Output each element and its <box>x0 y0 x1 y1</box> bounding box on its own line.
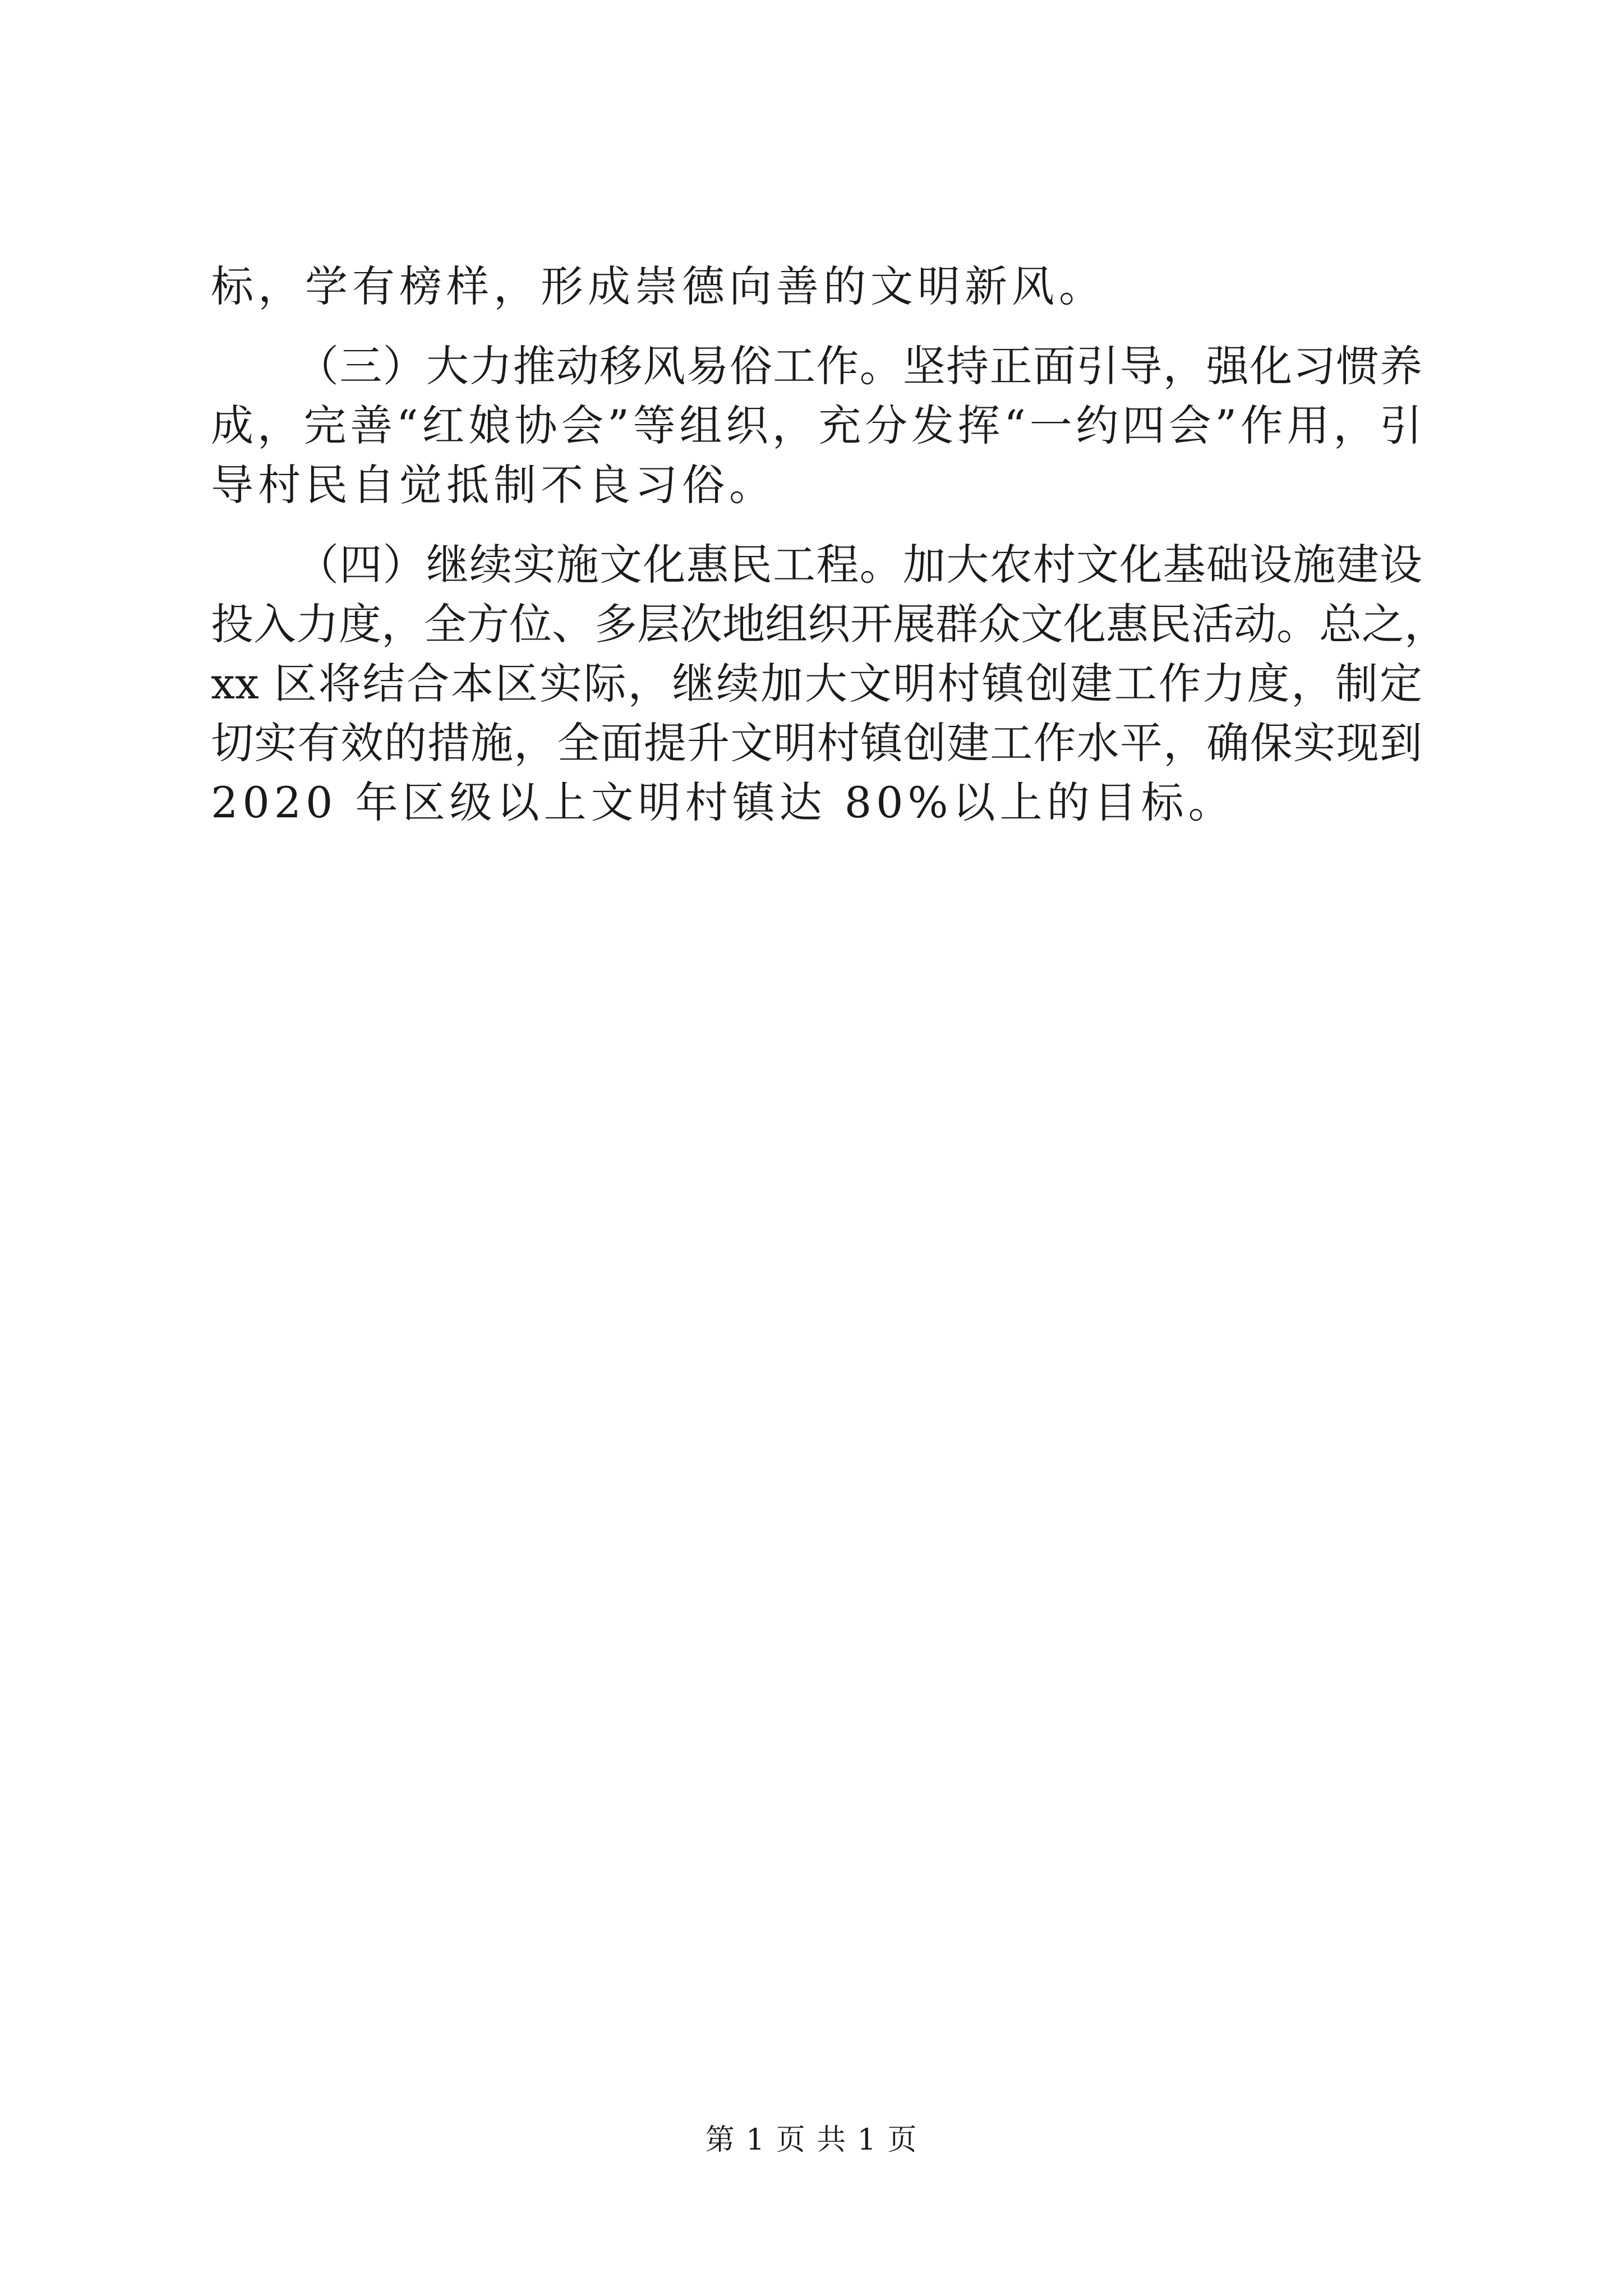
paragraph-line: 标，学有榜样，形成崇德向善的文明新风。 <box>211 261 1106 311</box>
paragraph-line: 2020 年区级以上文明村镇达 80%以上的目标。 <box>211 777 1235 827</box>
paragraph-line: 成，完善“红娘协会”等组织，充分发挥“一约四会”作用，引 <box>211 401 1422 450</box>
paragraph-line: xx 区将结合本区实际，继续加大文明村镇创建工作力度，制定 <box>211 659 1422 708</box>
document-body <box>211 257 1447 853</box>
paragraph-line: 投入力度，全方位、多层次地组织开展群众文化惠民活动。总之， <box>211 599 1447 649</box>
paragraph-3 <box>211 535 1447 832</box>
paragraph-line: （四）继续实施文化惠民工程。加大农村文化基础设施建设 <box>296 540 1422 590</box>
paragraph-line: 导村民自觉抵制不良习俗。 <box>211 460 776 510</box>
page-footer: 第 1 页 共 1 页 <box>705 2123 918 2157</box>
paragraph-line: （三）大力推动移风易俗工作。坚持正面引导，强化习惯养 <box>296 341 1422 391</box>
paragraph-1 <box>211 257 1422 316</box>
paragraph-line: 切实有效的措施，全面提升文明村镇创建工作水平，确保实现到 <box>211 718 1422 768</box>
paragraph-2 <box>211 337 1422 515</box>
